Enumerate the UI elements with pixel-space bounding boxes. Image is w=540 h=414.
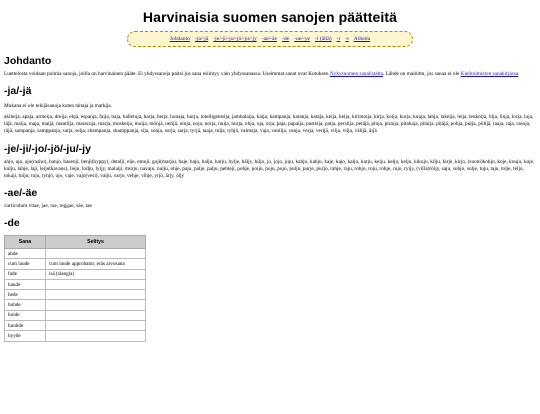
table-row [5,279,146,289]
cell-selitys [46,331,146,341]
ja-intro-text: Mukana ei ole tekijäsanoja kuten taitaja ja matkija. [4,103,112,109]
section-heading-ja: -ja/-jä [4,85,32,97]
nav-link-t[interactable]: -t [345,36,349,42]
column-header-sana: Sana [5,236,46,249]
page-title: Harvinaisia suomen sanojen päätteitä [142,9,398,25]
ae-word-list: curriculum vitae, jae, rae, reggae, säe, tae [4,203,92,209]
nav-link-l[interactable]: -l (ällä) [315,36,332,42]
link-kielitoimiston-sanakirja[interactable]: Kielitoimiston sanakirjassa [460,71,519,77]
cell-sana: haude [5,279,46,289]
cell-selitys [46,279,146,289]
link-nykysuomen-sanalista[interactable]: Nykysuomen sanalistalta [329,71,383,77]
page [0,9,540,342]
cell-selitys [46,310,146,320]
nav-link-ae[interactable]: -ae/-äe [261,36,278,42]
cell-sana: huuhde [5,321,46,331]
section-heading-johdanto: Johdanto [4,55,52,67]
table-row [5,321,146,331]
ja-word-list: akileija, apaja, armeija, dreija, ehjä, espanja, faija, haja, halleluja, harja, herja, hunaja, hurja, intelligentsija, jambalaija, kalja, kampanja, katanja, kataja, keija, kelja, kirimoija, kirja, kolja, kurja, kuuja, lahja, lakeija, leija, leukoija, lilja, linja, lorja, luja, läjä, maija, maja, maljä, mantilja, maracuja, marja, moskeija, muija, mönjä, nelijä, ninja, noja, norja, nuija, nurja, ohja, oja, orja, paja, papaija, pasteija, patja, persilja, petäjä, pinja, piraija, pitahaja, pitaija, pitäjä, pohja, pulja, pölijä, raaja, raja, rasoja, räjä, sampanja, samppanja, sarja, selja, shampanja, shamppanja, sija, sonja, sorja, sarja, tyrjä, taaja, tulja, tyhjä, vaimaja, vaja, vanilja, vanja, verja, verijä, vilja, vilja, välijä, äijä [4,114,534,134]
cell-selitys [46,300,146,310]
intro-paragraph [4,71,536,78]
intro-text-3: . [518,71,520,77]
section-heading-de: -de [4,217,20,229]
section-heading-ae: -ae/-äe [4,187,38,199]
cell-sana: fade [5,269,46,279]
intro-text-2: . Lähde on mainittu, jos sanaa ei ole [382,71,461,77]
cell-selitys: isä (slangia) [46,269,146,279]
jo-word-list: ahjo, ajo, ajo(rasho), banjo, basenji, benji(hyppy), detalji, eije, emoji, goji(marja), haje, haju, halju, harju, hylje, häijy, hiljo, jo, jojo, juju, kahjo, kahju, kaje, kajo, kalju, karju, keiju, kelju, kelju, kikuju, kilju, kirje, kirjo, (suoni)kohju, koje, kouju, kuje, kulju, lahje, laji, leijutkavaus), lieju, lodju, lyijy, malaiji, murju, navaju, nulju, ohje, paju, palje, palju, pebleji, pohje, poiju, poju, pujo, pulju, purje, purjo, rahje, raju, rohjo, roju, rohje, rujo, ryijy, (villa)röijy, saju, sohjo, sulje, tuju, taju, tolje, teljo, tokaji, tuiju, tuju, tyhjö, ujo, vaje, vajo(vesi), valju, varjo, vehje, vihje, yrjö, ärjy, öljy [4,159,535,179]
cell-selitys: cum laude approbatur, eräs arvosana [46,259,146,269]
table-row [5,249,146,259]
de-word-table [4,235,146,342]
cell-selitys [46,290,146,300]
table-row [5,310,146,320]
cell-sana: hede [5,290,46,300]
nav-link-aiheita[interactable]: Aiheita [353,36,371,42]
table-row [5,259,146,269]
table-row [5,300,146,310]
nav-link-ja[interactable]: -ja/-jä [194,36,209,42]
column-header-selitys: Selitys [46,236,146,249]
cell-sana: ahde [5,249,46,259]
intro-text-1: Luettelosta voidaan poimia sanoja, joilla on harvinainen pääte. Ei yhdyssanoja paitsi jos sana esiintyy vain yhdyssanassa. Useimmat sanat ovat Kotuksen [4,71,330,77]
nav-link-johdanto[interactable]: Johdanto [169,36,190,42]
section-heading-jo: -je/-ji/-jo/-jö/-ju/-jy [4,143,91,155]
cell-selitys [46,321,146,331]
cell-selitys [46,249,146,259]
cell-sana: hoide [5,310,46,320]
table-row [5,331,146,341]
section-navigation [127,31,413,47]
cell-sana: hyyde [5,331,46,341]
nav-link-ue[interactable]: -ue/-ye [294,36,311,42]
table-row [5,269,146,279]
cell-sana: cum laude [5,259,46,269]
nav-link-de[interactable]: -de [282,36,290,42]
nav-link-r[interactable]: -r [336,36,341,42]
nav-link-jo[interactable]: -je/-ji/-jo/-jö/-ju/-jy [213,36,257,42]
cell-sana: hohde [5,300,46,310]
table-header-row [5,236,146,249]
table-row [5,290,146,300]
